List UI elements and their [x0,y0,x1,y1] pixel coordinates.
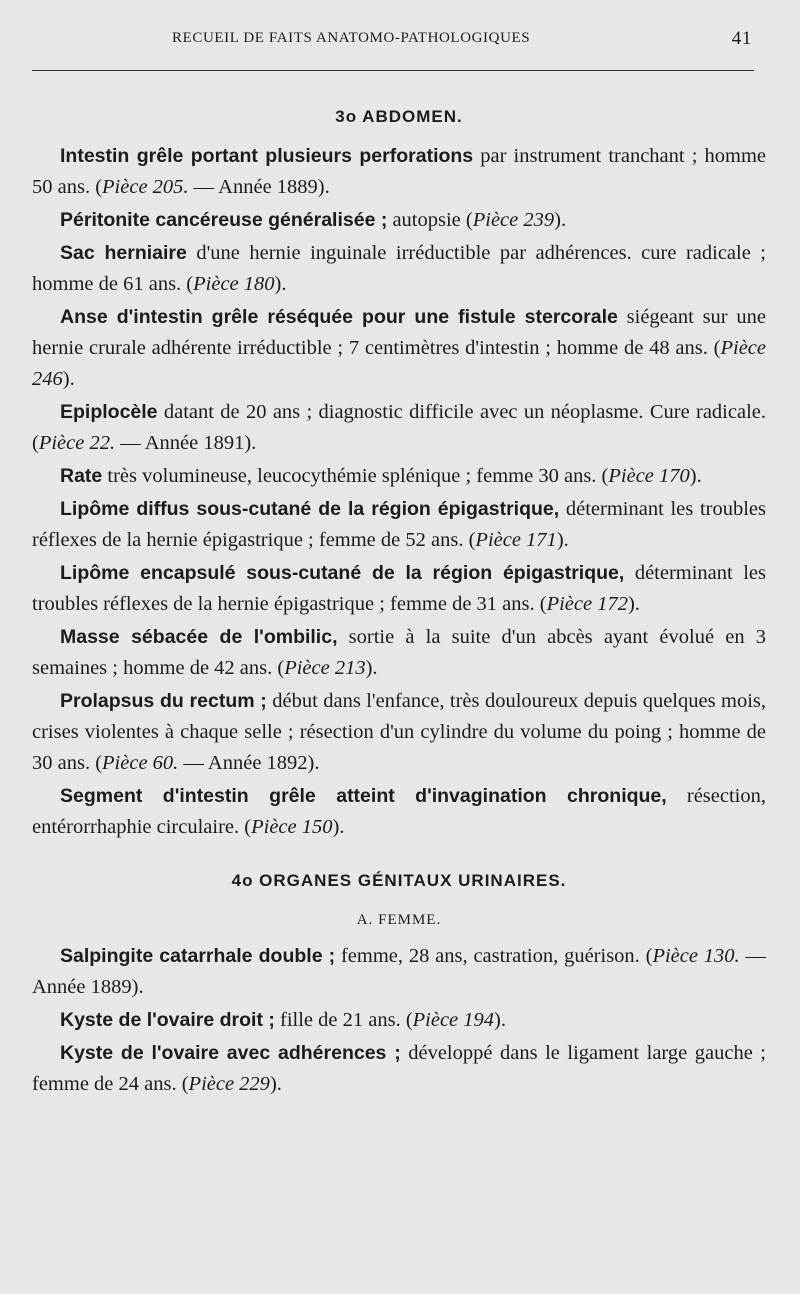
abdomen-entries [32,141,766,843]
entry-text: déterminant les troubles réflexes de la hernie épigastrique ; femme de 52 ans. ( [32,498,766,551]
entry-tail: ). [494,1009,506,1031]
running-title: RECUEIL DE FAITS ANATOMO-PATHOLOGIQUES [172,30,531,46]
section-title-organes: 4o ORGANES GÉNITAUX URINAIRES. [231,871,567,890]
entry-tail: ). [556,529,569,551]
entry-reference: Pièce 171 [475,529,557,551]
entry-reference: Pièce 170 [608,465,690,487]
entry-reference: Pièce 229 [188,1073,270,1095]
specimen-entry [32,781,766,843]
entry-lead: Salpingite catarrhale double ; [60,945,336,967]
entry-lead: Masse sébacée de l'ombilic, [60,626,338,648]
entry-lead: Péritonite cancéreuse généralisée ; [60,209,388,231]
entry-tail: ). [269,1073,282,1095]
entry-tail: — Année 1889). [32,945,767,998]
specimen-entry [32,461,766,492]
entry-text: début dans l'enfance, très douloureux depuis quelques mois, crises violentes à chaque selle ; résection d'un cylindre du volume du poing ; homme de 30 ans. ( [32,690,767,774]
entry-reference: Pièce 213 [284,657,366,679]
entry-text: par instrument tranchant ; homme 50 ans. ( [32,145,766,198]
entry-tail: ). [627,593,640,615]
entry-text: très volumineuse, leucocythémie splénique ; femme 30 ans. ( [102,465,609,487]
entry-tail: ). [62,368,75,390]
entry-text: développé dans le ligament large gauche ; femme de 24 ans. ( [32,1042,767,1095]
entry-lead: Lipôme encapsulé sous-cutané de la région épigastrique, [60,562,625,584]
entry-text: siégeant sur une hernie crurale adhérente irréductible ; 7 centimètres d'intestin ; homme de 48 ans. ( [32,306,766,359]
entry-lead: Epiplocèle [60,401,158,423]
running-header [0,30,800,56]
page-content [32,103,766,1102]
entry-tail: ). [689,465,702,487]
entry-text: déterminant les troubles réflexes de la hernie épigastrique ; femme de 31 ans. ( [32,562,766,615]
entry-text: d'une hernie inguinale irréductible par adhérences. cure radicale ; homme de 61 ans. ( [32,242,767,295]
entry-tail: ). [554,209,567,231]
entry-reference: Pièce 130. [652,945,740,967]
specimen-entry [32,622,766,684]
entry-lead: Kyste de l'ovaire avec adhérences ; [60,1042,401,1064]
specimen-entry [32,1005,766,1036]
entry-lead: Anse d'intestin grêle réséquée pour une fistule stercorale [60,306,618,328]
entry-reference: Pièce 194 [412,1009,495,1031]
entry-text: résection, entérorrhaphie circulaire. ( [32,785,766,838]
entry-text: sortie à la suite d'un abcès ayant évolué en 3 semaines ; homme de 42 ans. ( [32,626,766,679]
header-rule [32,70,754,71]
entry-reference: Pièce 205. [102,176,189,198]
entry-tail: — Année 1892). [178,752,320,774]
specimen-entry [32,558,766,620]
entry-tail: ). [274,273,287,295]
entry-tail: ). [365,657,378,679]
specimen-entry [32,1038,766,1100]
page-number: 41 [731,28,752,49]
entry-reference: Pièce 60. [102,752,179,774]
entry-reference: Pièce 246 [32,337,766,390]
specimen-entry [32,141,766,203]
entry-lead: Prolapsus du rectum ; [60,690,267,712]
entry-reference: Pièce 180 [193,273,275,295]
entry-text: fille de 21 ans. ( [274,1009,413,1031]
specimen-entry [32,238,766,300]
entry-reference: Pièce 22. [38,432,116,454]
entry-tail: — Année 1891). [115,432,257,454]
entry-text: autopsie ( [387,209,473,231]
entry-tail: ). [332,816,345,838]
specimen-entry [32,686,766,779]
specimen-entry [32,205,766,236]
entry-text: datant de 20 ans ; diagnostic difficile avec un néoplasme. Cure radicale. ( [32,401,766,454]
specimen-entry [32,302,766,395]
entry-text: femme, 28 ans, castration, guérison. ( [335,945,653,967]
entry-reference: Pièce 239 [472,209,555,231]
entry-lead: Intestin grêle portant plusieurs perforations [60,145,474,167]
organes-entries [32,941,766,1100]
entry-lead: Sac herniaire [60,242,187,264]
entry-lead: Segment d'intestin grêle atteint d'invagination chronique, [60,785,667,807]
specimen-entry [32,494,766,556]
entry-lead: Lipôme diffus sous-cutané de la région épigastrique, [60,498,560,520]
specimen-entry [32,397,766,459]
entry-lead: Rate [60,465,103,487]
entry-reference: Pièce 150 [251,816,333,838]
entry-tail: — Année 1889). [188,176,330,198]
entry-reference: Pièce 172 [546,593,628,615]
subsection-title-femme: A. FEMME. [356,912,442,928]
specimen-entry [32,941,766,1003]
section-title-abdomen: 3o ABDOMEN. [335,107,463,126]
entry-lead: Kyste de l'ovaire droit ; [60,1009,275,1031]
section-spacer [32,845,766,867]
